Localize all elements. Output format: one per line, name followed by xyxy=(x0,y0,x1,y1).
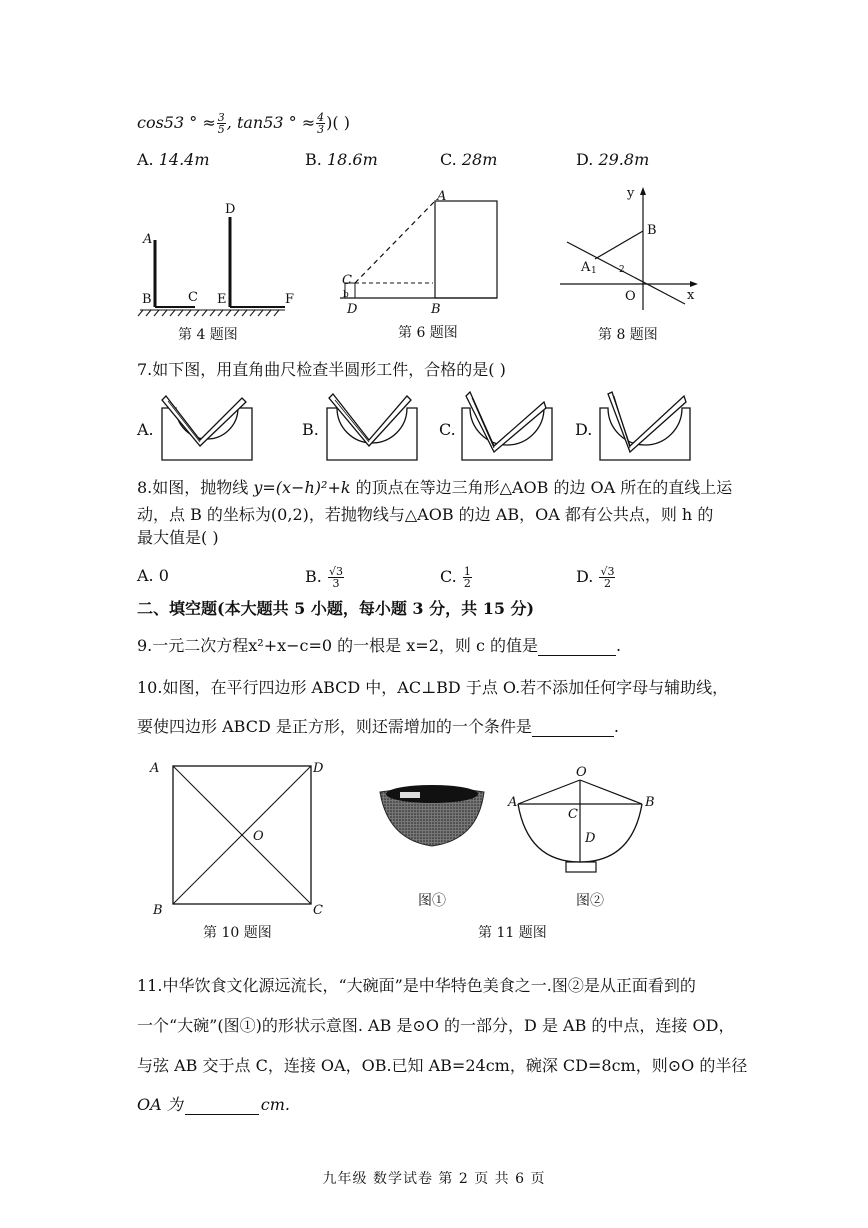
q6-option-a[interactable] xyxy=(137,150,210,170)
figure-4 xyxy=(135,195,295,325)
square-ruler xyxy=(162,396,246,446)
q7-stem: 7.如下图，用直角曲尺检查半圆形工件，合格的是( ) xyxy=(137,360,506,379)
ruler-inner-edge xyxy=(472,398,494,448)
label-o: O xyxy=(253,829,264,844)
page-footer: 九年级 数学试卷 第 2 页 共 6 页 xyxy=(322,1171,546,1187)
figure-11 xyxy=(378,762,668,902)
label-a: A xyxy=(508,795,518,810)
tan-fraction xyxy=(316,112,325,135)
q11-line4 xyxy=(137,1095,290,1115)
q10-line2 xyxy=(137,717,619,737)
q8-line3: 最大值是( ) xyxy=(137,528,219,547)
option-value: 29.8m xyxy=(598,150,650,169)
q10-end: . xyxy=(613,717,619,736)
num: √3 xyxy=(600,565,615,578)
building-ab xyxy=(435,201,497,298)
q11-line4-b: cm. xyxy=(260,1095,290,1114)
label-o: O xyxy=(576,765,587,780)
q10-answer-blank[interactable] xyxy=(532,736,614,737)
q6-option-b[interactable] xyxy=(305,150,378,170)
ruler-inner-edge xyxy=(335,400,369,442)
cos-label: cos53 ° ≈ xyxy=(137,113,216,132)
q11-line4-a: OA 为 xyxy=(137,1095,183,1114)
option-value: 14.4m xyxy=(158,150,210,169)
figure-10 xyxy=(145,758,335,923)
fig11-sub1: 图① xyxy=(418,893,446,909)
q8-line1-a: 8.如图，抛物线 xyxy=(137,478,254,497)
fraction-one-half xyxy=(463,566,472,589)
label-d: D xyxy=(585,831,596,846)
label-c: C xyxy=(568,807,578,822)
ruler-inner-edge xyxy=(614,396,630,448)
label-f: F xyxy=(285,292,295,307)
fig10-caption: 第 10 题图 xyxy=(203,925,272,941)
q8-option-b[interactable] xyxy=(305,566,345,589)
option-label: C. xyxy=(440,150,457,169)
x-arrow-icon xyxy=(690,281,698,287)
q11-line1: 11.中华饮食文化源远流长，“大碗面”是中华特色美食之一.图②是从正面看到的 xyxy=(137,976,696,995)
label-a: A xyxy=(150,761,160,776)
tan-den: 3 xyxy=(317,123,325,136)
q8-line2: 动，点 B 的坐标为(0,2)，若抛物线与△AOB 的边 AB，OA 都有公共点，则 h 的 xyxy=(137,505,714,524)
q10-line2-text: 要使四边形 ABCD 是正方形，则还需增加的一个条件是 xyxy=(137,717,532,736)
sight-line-ca xyxy=(355,201,435,283)
label-b: B xyxy=(647,223,657,238)
option-value: 28m xyxy=(461,150,498,169)
q11-answer-blank[interactable] xyxy=(185,1114,259,1115)
option-label: B. xyxy=(305,567,322,586)
label-c: C xyxy=(188,290,198,305)
q8-option-a[interactable]: A. 0 xyxy=(137,566,169,585)
label-d: D xyxy=(225,202,236,217)
label-e: E xyxy=(217,292,227,307)
den: 3 xyxy=(332,577,340,590)
fraction-sqrt3-over-3 xyxy=(328,566,344,589)
q11-line2: 一个“大碗”(图①)的形状示意图. AB 是⊙O 的一部分，D 是 AB 的中点，连接 OD， xyxy=(137,1016,735,1035)
cos-den: 5 xyxy=(217,123,225,136)
q6-option-c[interactable] xyxy=(440,150,497,170)
label-b: B xyxy=(431,302,441,317)
label-b: B xyxy=(142,292,152,307)
q7-option-b-label[interactable]: B. xyxy=(302,420,319,439)
fig11-caption: 第 11 题图 xyxy=(478,925,547,941)
bowl-logo-mark xyxy=(400,792,420,798)
q7-figure-c[interactable] xyxy=(460,388,555,463)
option-label: C. xyxy=(440,567,457,586)
label-b: B xyxy=(645,795,655,810)
ruler-inner-edge xyxy=(168,401,200,442)
den: 2 xyxy=(603,577,611,590)
label-x: x xyxy=(687,288,695,303)
q7-option-d-label[interactable]: D. xyxy=(575,420,593,439)
label-d: D xyxy=(347,302,358,317)
q9-text: 9.一元二次方程x²+x−c=0 的一根是 x=2，则 c 的值是 xyxy=(137,636,539,655)
q9-answer-blank[interactable] xyxy=(538,655,616,656)
fig4-caption: 第 4 题图 xyxy=(178,327,238,343)
fraction-sqrt3-over-2 xyxy=(599,566,615,589)
q9-end: . xyxy=(616,636,622,655)
label-d: D xyxy=(313,761,324,776)
option-value: 18.6m xyxy=(326,150,378,169)
cos-fraction xyxy=(217,112,226,135)
figure-6 xyxy=(335,188,515,323)
bowl-foot xyxy=(566,862,596,872)
label-two: 2 xyxy=(619,265,625,275)
sep: , xyxy=(226,113,232,132)
option-label: B. xyxy=(305,150,322,169)
num: 1 xyxy=(463,565,471,578)
label-a: A xyxy=(143,232,153,247)
q8-line1-b: 的顶点在等边三角形△AOB 的边 OA 所在的直线上运 xyxy=(350,478,733,497)
fig6-caption: 第 6 题图 xyxy=(398,325,458,341)
q6-trig-hint xyxy=(137,112,350,135)
radius-ob xyxy=(580,780,642,804)
tan-label: tan53 ° ≈ xyxy=(236,113,316,132)
square-ruler xyxy=(466,392,546,452)
label-y: y xyxy=(627,186,635,201)
q11-line3: 与弦 AB 交于点 C，连接 OA，OB.已知 AB=24cm，碗深 CD=8cm，则⊙O 的半径 xyxy=(137,1056,748,1075)
label-c: C xyxy=(313,903,323,918)
answer-bracket: )( ) xyxy=(326,113,350,132)
q7-figure-b[interactable] xyxy=(325,388,420,463)
label-b-small: b xyxy=(343,290,349,300)
q7-option-c-label[interactable]: C. xyxy=(439,420,456,439)
q10-line1: 10.如图，在平行四边形 ABCD 中，AC⊥BD 于点 O.若不添加任何字母与辅助线， xyxy=(137,678,729,697)
fig8-caption: 第 8 题图 xyxy=(598,327,658,343)
y-arrow-icon xyxy=(640,187,646,195)
figure-8 xyxy=(555,185,705,320)
q8-option-c[interactable] xyxy=(440,566,473,589)
workpiece xyxy=(327,408,417,460)
den: 2 xyxy=(463,577,471,590)
q7-figure-d[interactable] xyxy=(598,388,693,463)
tan-num: 4 xyxy=(317,111,325,124)
label-one: 1 xyxy=(591,266,597,276)
q7-figure-a[interactable] xyxy=(160,388,255,463)
label-b: B xyxy=(153,903,163,918)
label-c: C xyxy=(342,273,352,288)
option-label: A. xyxy=(137,150,154,169)
label-a: A xyxy=(581,260,591,275)
q9 xyxy=(137,636,621,656)
section-heading: 二、填空题(本大题共 5 小题，每小题 3 分，共 15 分) xyxy=(137,599,535,618)
fig11-sub2: 图② xyxy=(576,893,604,909)
q8-formula: y=(x−h)²+k xyxy=(253,478,351,497)
q8-line1 xyxy=(137,478,732,498)
ground-hatch xyxy=(138,310,279,316)
radius-oa xyxy=(518,780,580,804)
square-ruler xyxy=(329,394,411,446)
bowl-rim xyxy=(386,785,478,803)
label-a: A xyxy=(437,189,447,204)
side-ab xyxy=(595,231,643,259)
option-label: D. xyxy=(576,150,594,169)
cos-num: 3 xyxy=(217,111,225,124)
q7-option-a-label[interactable]: A. xyxy=(137,420,154,439)
num: √3 xyxy=(328,565,343,578)
label-o: O xyxy=(625,289,636,304)
square-ruler xyxy=(608,392,686,452)
q6-option-d[interactable] xyxy=(576,150,649,170)
q8-option-d[interactable] xyxy=(576,566,616,589)
option-label: D. xyxy=(576,567,594,586)
